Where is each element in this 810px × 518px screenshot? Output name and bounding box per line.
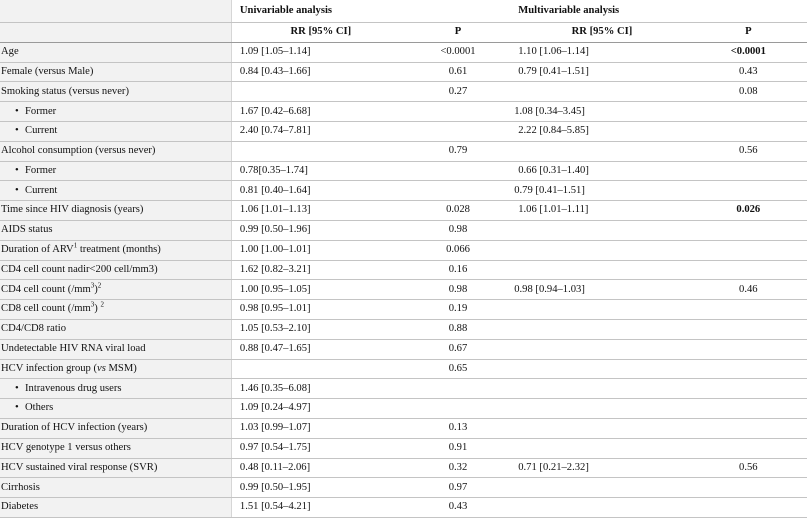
multi-p-cell: 0.46	[690, 280, 807, 300]
multi-p-cell	[690, 220, 807, 240]
multi-p-cell	[690, 418, 807, 438]
table-row	[0, 280, 807, 300]
multi-rr-cell	[510, 399, 689, 419]
multi-p-cell: 0.56	[690, 141, 807, 161]
table-row	[0, 161, 807, 181]
multi-rr-cell: 1.08 [0.34–3.45]	[510, 102, 689, 122]
bullet-icon: •	[15, 402, 19, 414]
univariable-header: Univariable analysis	[231, 0, 405, 23]
table-row	[0, 42, 807, 62]
bullet-icon: •	[15, 184, 19, 196]
column-header-row	[0, 23, 807, 43]
uni-p-cell: 0.65	[406, 359, 510, 379]
table-row	[0, 418, 807, 438]
table-row	[0, 339, 807, 359]
multi-rr-cell: 0.79 [0.41–1.51]	[510, 181, 689, 201]
table-row	[0, 399, 807, 419]
uni-rr-cell: 1.00 [1.00–1.01]	[231, 240, 405, 260]
multi-rr-cell: 0.66 [0.31–1.40]	[510, 161, 689, 181]
multi-p-cell: 0.08	[690, 82, 807, 102]
uni-rr-cell: 0.88 [0.47–1.65]	[231, 339, 405, 359]
uni-rr-cell: 0.99 [0.50–1.95]	[231, 478, 405, 498]
multi-rr-cell	[510, 141, 689, 161]
uni-p-cell: 0.61	[406, 62, 510, 82]
uni-rr-cell	[231, 141, 405, 161]
table-row	[0, 319, 807, 339]
uni-p-cell: 0.98	[406, 280, 510, 300]
uni-rr-cell: 1.03 [0.99–1.07]	[231, 418, 405, 438]
multi-rr-cell: 0.71 [0.21–2.32]	[510, 458, 689, 478]
table-row	[0, 478, 807, 498]
uni-p-header: P	[406, 23, 510, 43]
uni-p-cell: 0.028	[406, 201, 510, 221]
row-label: • Intravenous drug users	[0, 379, 231, 399]
uni-rr-cell: 0.48 [0.11–2.06]	[231, 458, 405, 478]
uni-rr-cell: 0.99 [0.50–1.96]	[231, 220, 405, 240]
multi-p-cell	[690, 300, 807, 320]
row-label: Age	[0, 42, 231, 62]
bullet-icon: •	[15, 125, 19, 137]
uni-p-cell: 0.97	[406, 478, 510, 498]
uni-rr-cell: 1.46 [0.35–6.08]	[231, 379, 405, 399]
uni-rr-cell	[231, 82, 405, 102]
table-row	[0, 260, 807, 280]
row-label: Duration of HCV infection (years)	[0, 418, 231, 438]
multi-p-cell	[690, 399, 807, 419]
group-header-row	[0, 0, 807, 23]
uni-rr-cell: 1.62 [0.82–3.21]	[231, 260, 405, 280]
multi-rr-cell	[510, 82, 689, 102]
uni-p-cell: 0.88	[406, 319, 510, 339]
row-label: Duration of ARV$^1$ treatment (months)	[0, 240, 231, 260]
uni-rr-cell: 1.05 [0.53–2.10]	[231, 319, 405, 339]
uni-p-cell: 0.32	[406, 458, 510, 478]
uni-p-cell: 0.16	[406, 260, 510, 280]
row-label: Diabetes	[0, 498, 231, 518]
table-row	[0, 458, 807, 478]
uni-p-cell: 0.27	[406, 82, 510, 102]
uni-p-cell	[406, 161, 510, 181]
multi-rr-cell: 1.06 [1.01–1.11]	[510, 201, 689, 221]
multi-p-cell	[690, 339, 807, 359]
uni-rr-cell: 1.00 [0.95–1.05]	[231, 280, 405, 300]
table-row	[0, 300, 807, 320]
multi-p-cell	[690, 260, 807, 280]
uni-rr-cell	[231, 359, 405, 379]
uni-p-cell	[406, 121, 510, 141]
uni-p-cell: 0.91	[406, 438, 510, 458]
table-row	[0, 379, 807, 399]
multi-p-cell: 0.43	[690, 62, 807, 82]
row-label: CD8 cell count $(/mm^3)$ $^2$	[0, 300, 231, 320]
multi-rr-cell	[510, 498, 689, 518]
table-row	[0, 141, 807, 161]
uni-p-cell	[406, 379, 510, 399]
table-row	[0, 82, 807, 102]
multi-rr-cell: 1.10 [1.06–1.14]	[510, 42, 689, 62]
multi-p-cell	[690, 319, 807, 339]
uni-rr-cell: 0.84 [0.43–1.66]	[231, 62, 405, 82]
uni-p-cell: 0.67	[406, 339, 510, 359]
uni-rr-header: RR [95% CI]	[231, 23, 405, 43]
uni-rr-cell: 0.98 [0.95–1.01]	[231, 300, 405, 320]
row-label: CD4/CD8 ratio	[0, 319, 231, 339]
table-row	[0, 240, 807, 260]
multi-rr-cell	[510, 220, 689, 240]
table-row	[0, 102, 807, 122]
table-row	[0, 181, 807, 201]
multi-rr-cell: 2.22 [0.84–5.85]	[510, 121, 689, 141]
uni-rr-cell: 0.97 [0.54–1.75]	[231, 438, 405, 458]
multi-p-cell	[690, 161, 807, 181]
row-label: Time since HIV diagnosis (years)	[0, 201, 231, 221]
row-label: Alcohol consumption (versus never)	[0, 141, 231, 161]
multi-p-header: P	[690, 23, 807, 43]
table-row	[0, 359, 807, 379]
row-label: • Others	[0, 399, 231, 419]
multi-rr-cell	[510, 379, 689, 399]
multi-rr-cell: 0.98 [0.94–1.03]	[510, 280, 689, 300]
multi-p-cell	[690, 181, 807, 201]
bullet-icon: •	[15, 105, 19, 117]
uni-rr-cell: 0.78[0.35–1.74]	[231, 161, 405, 181]
table-row	[0, 121, 807, 141]
multi-p-cell	[690, 498, 807, 518]
multi-p-cell	[690, 102, 807, 122]
header-blank-cell	[0, 0, 231, 23]
multi-p-cell: 0.026	[690, 201, 807, 221]
multi-rr-cell	[510, 300, 689, 320]
uni-p-cell: 0.066	[406, 240, 510, 260]
table-row	[0, 498, 807, 518]
table-row	[0, 438, 807, 458]
uni-rr-cell: 1.09 [0.24–4.97]	[231, 399, 405, 419]
header-blank-cell	[0, 23, 231, 43]
uni-rr-cell: 1.06 [1.01–1.13]	[231, 201, 405, 221]
row-label: AIDS status	[0, 220, 231, 240]
multivariable-header: Multivariable analysis	[510, 0, 689, 23]
uni-p-cell	[406, 102, 510, 122]
multi-rr-cell	[510, 418, 689, 438]
multi-p-cell: <0.0001	[690, 42, 807, 62]
row-label: HCV sustained viral response (SVR)	[0, 458, 231, 478]
multi-rr-cell	[510, 260, 689, 280]
bullet-icon: •	[15, 382, 19, 394]
uni-rr-cell: 1.09 [1.05–1.14]	[231, 42, 405, 62]
row-label: • Former	[0, 102, 231, 122]
multi-p-cell	[690, 438, 807, 458]
uni-p-cell: 0.98	[406, 220, 510, 240]
uni-p-cell: 0.43	[406, 498, 510, 518]
uni-p-cell: 0.13	[406, 418, 510, 438]
multi-p-cell	[690, 359, 807, 379]
uni-p-cell: 0.79	[406, 141, 510, 161]
uni-p-cell: 0.19	[406, 300, 510, 320]
multi-p-cell: 0.56	[690, 458, 807, 478]
multi-rr-cell	[510, 478, 689, 498]
multi-rr-header: RR [95% CI]	[510, 23, 689, 43]
multi-rr-cell	[510, 319, 689, 339]
multi-rr-cell	[510, 359, 689, 379]
row-label: HCV genotype 1 versus others	[0, 438, 231, 458]
multi-rr-cell	[510, 438, 689, 458]
multi-rr-cell	[510, 240, 689, 260]
multi-p-cell	[690, 240, 807, 260]
table-row	[0, 201, 807, 221]
uni-rr-cell: 1.67 [0.42–6.68]	[231, 102, 405, 122]
row-label: CD4 cell count $(/mm^3)^2$	[0, 280, 231, 300]
multi-rr-cell: 0.79 [0.41–1.51]	[510, 62, 689, 82]
row-label: • Current	[0, 121, 231, 141]
row-label: CD4 cell count nadir<200 cell/mm3)	[0, 260, 231, 280]
row-label: Cirrhosis	[0, 478, 231, 498]
table-row	[0, 62, 807, 82]
multi-p-cell	[690, 121, 807, 141]
uni-rr-cell: 2.40 [0.74–7.81]	[231, 121, 405, 141]
row-label: Smoking status (versus never)	[0, 82, 231, 102]
row-label: • Current	[0, 181, 231, 201]
multi-p-cell	[690, 478, 807, 498]
row-label: • Former	[0, 161, 231, 181]
multi-rr-cell	[510, 339, 689, 359]
uni-p-cell	[406, 181, 510, 201]
row-label: Undetectable HIV RNA viral load	[0, 339, 231, 359]
uni-p-cell	[406, 399, 510, 419]
bullet-icon: •	[15, 164, 19, 176]
uni-rr-cell: 0.81 [0.40–1.64]	[231, 181, 405, 201]
row-label: Female (versus Male)	[0, 62, 231, 82]
uni-p-cell: <0.0001	[406, 42, 510, 62]
uni-rr-cell: 1.51 [0.54–4.21]	[231, 498, 405, 518]
multi-p-cell	[690, 379, 807, 399]
table-row	[0, 220, 807, 240]
row-label: HCV infection group (vs MSM)	[0, 359, 231, 379]
